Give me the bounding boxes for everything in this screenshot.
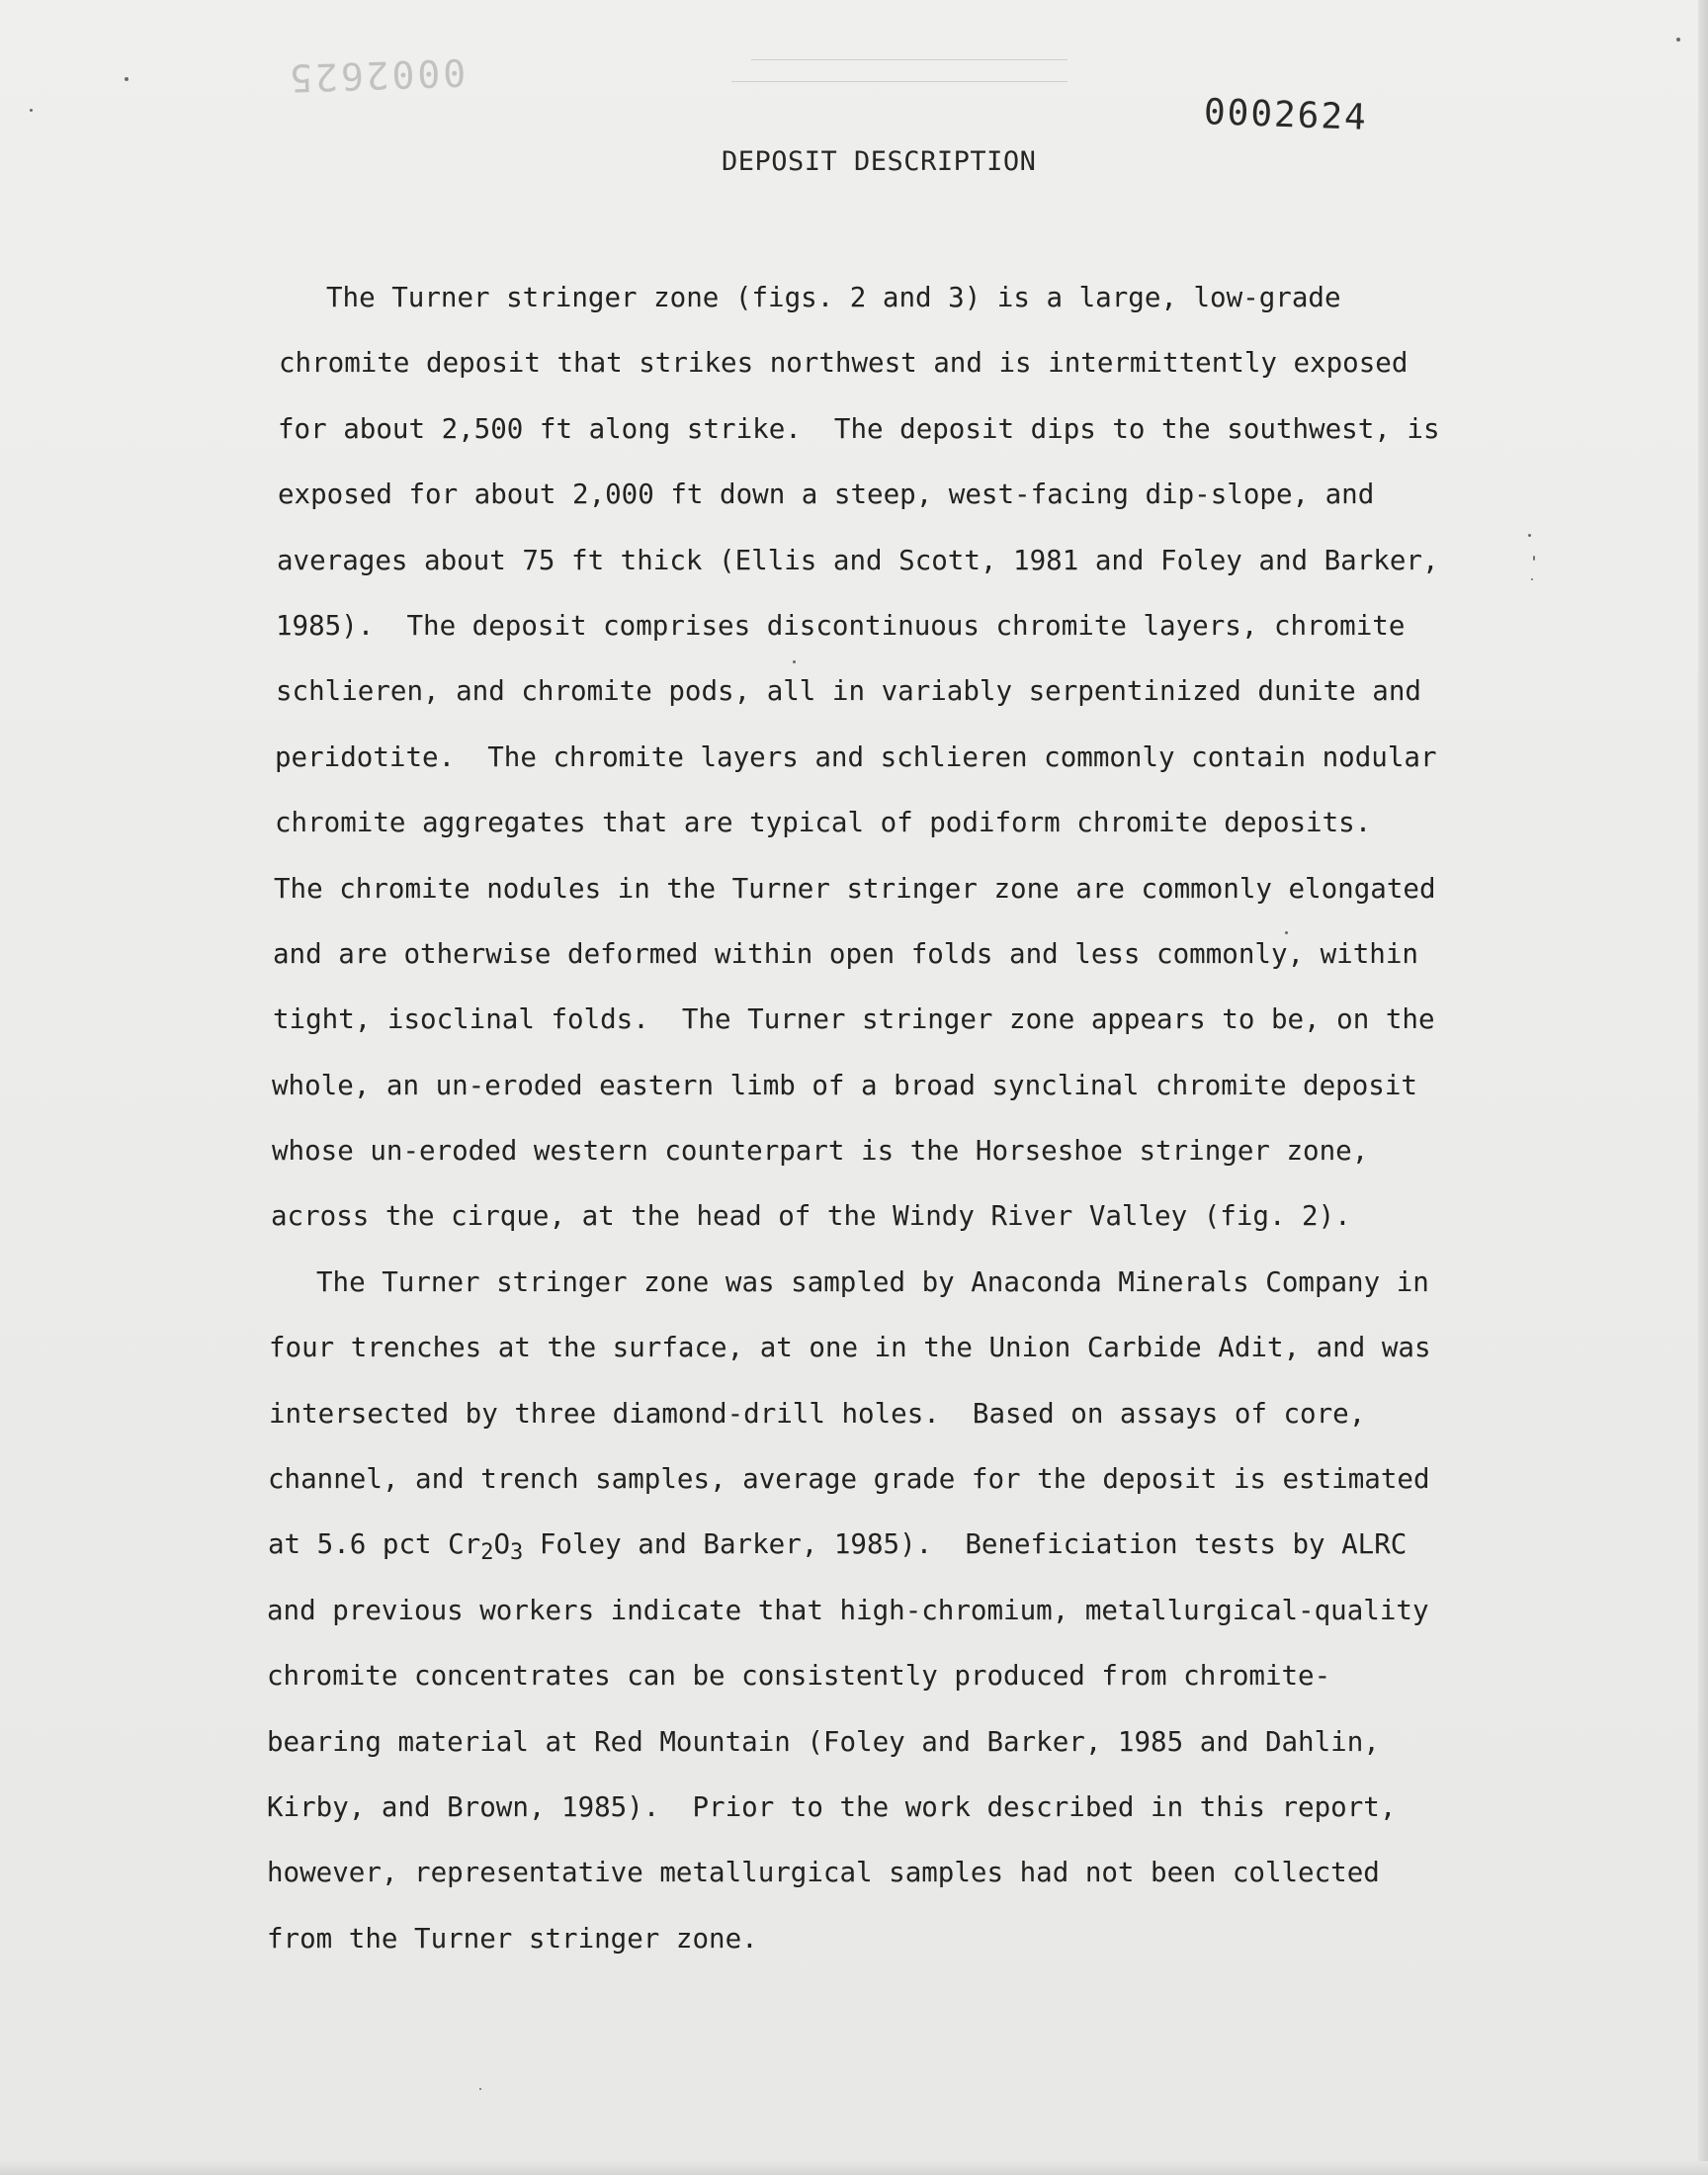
text-line: whose un-eroded western counterpart is the Horseshoe stringer zone,: [272, 1135, 1369, 1168]
body-text: [267, 283, 1453, 1989]
scan-speck: [793, 660, 796, 663]
text-line: for about 2,500 ft along strike. The deposit dips to the southwest, is: [278, 412, 1440, 445]
text-line: chromite deposit that strikes northwest and is intermittently exposed: [279, 347, 1409, 380]
formula-line: [267, 1529, 1453, 1595]
formula-prefix: at 5.6 pct Cr: [268, 1528, 481, 1561]
page-bottom-edge: [0, 2161, 1708, 2175]
text-line: however, representative metallurgical samples had not been collected: [267, 1857, 1380, 1889]
formula-subscript-3: 3: [510, 1540, 524, 1566]
scan-speck: [1533, 556, 1535, 561]
text-line: Kirby, and Brown, 1985). Prior to the work described in this report,: [267, 1790, 1397, 1823]
scan-speck: [1531, 578, 1533, 580]
formula-subscript-2: 2: [480, 1540, 494, 1566]
scan-speck: [1528, 534, 1531, 537]
scan-speck: [479, 2088, 481, 2090]
text-line: 1985). The deposit comprises discontinuous chromite layers, chromite: [276, 609, 1406, 642]
formula-oxygen: O: [493, 1528, 511, 1561]
text-line: The chromite nodules in the Turner stringer zone are commonly elongated: [274, 872, 1436, 905]
text-line: and are otherwise deformed within open folds and less commonly, within: [273, 937, 1418, 970]
page-number-stamp: 0002624: [1203, 92, 1369, 138]
text-line: chromite concentrates can be consistently produced from chromite-: [267, 1660, 1331, 1693]
text-line: bearing material at Red Mountain (Foley and Barker, 1985 and Dahlin,: [267, 1725, 1380, 1758]
scan-speck: [1285, 931, 1288, 934]
scan-speck: [125, 77, 128, 81]
bleed-through-line: [731, 81, 1068, 82]
bleed-through-page-number: 0002625: [286, 49, 467, 101]
text-line: intersected by three diamond-drill holes. Based on assays of core,: [269, 1397, 1366, 1430]
text-line: four trenches at the surface, at one in the Union Carbide Adit, and was: [269, 1332, 1431, 1364]
text-line: peridotite. The chromite layers and schlieren commonly contain nodular: [275, 740, 1437, 773]
text-line: across the cirque, at the head of the Windy River Valley (fig. 2).: [271, 1200, 1351, 1233]
text-line: chromite aggregates that are typical of podiform chromite deposits.: [275, 807, 1372, 839]
section-heading: DEPOSIT DESCRIPTION: [722, 146, 1037, 177]
text-line: schlieren, and chromite pods, all in variably serpentinized dunite and: [276, 675, 1421, 708]
text-line: from the Turner stringer zone.: [267, 1922, 758, 1955]
text-line: tight, isoclinal folds. The Turner stringer zone appears to be, on the: [273, 1003, 1435, 1036]
bleed-through-line: [751, 59, 1068, 60]
page-edge-shadow: [1698, 0, 1708, 2175]
scan-speck: [1676, 38, 1680, 42]
text-line: exposed for about 2,000 ft down a steep, west-facing dip-slope, and: [278, 478, 1375, 511]
text-line: and previous workers indicate that high-chromium, metallurgical-quality: [267, 1594, 1429, 1626]
text-line: whole, an un-eroded eastern limb of a broad synclinal chromite deposit: [272, 1069, 1417, 1101]
text-line: channel, and trench samples, average grade for the deposit is estimated: [268, 1463, 1430, 1496]
text-line: averages about 75 ft thick (Ellis and Scott, 1981 and Foley and Barker,: [277, 544, 1439, 576]
text-line: The Turner stringer zone (figs. 2 and 3) is a large, low-grade: [326, 282, 1341, 313]
formula-line-rest: Foley and Barker, 1985). Beneficiation tests by ALRC: [539, 1528, 1408, 1561]
scan-speck: [30, 109, 33, 112]
text-line: The Turner stringer zone was sampled by Anaconda Minerals Company in: [316, 1265, 1429, 1298]
